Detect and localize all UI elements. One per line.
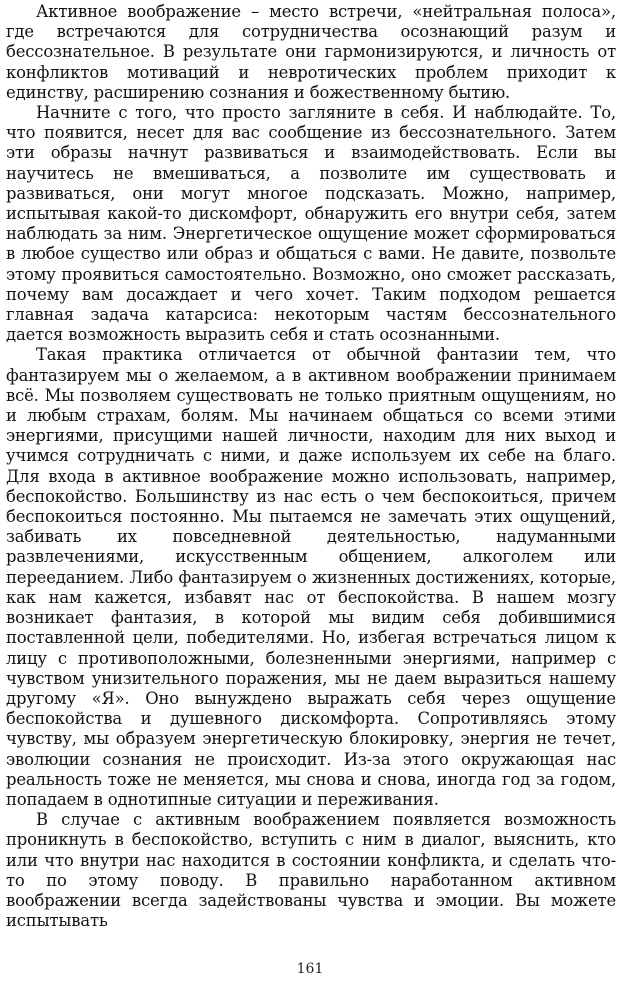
paragraph-3: Такая практика отличается от обычной фантазии тем, что фантазируем мы о желаемом, а в активном воображении принимаем всё. Мы позволяем существовать не только приятным ощущениям, но и любым страхам, болям. Мы начинаем общаться со всеми этими энергиями, присущими нашей личности, находим для них выход и учимся сотрудничать с ними, и даже используем их себе на благо. Для входа в активное воображение можно использовать, например, беспокойство. Большинству из нас есть о чем беспокоиться, причем беспокоиться постоянно. Мы пытаемся не замечать этих ощущений, забивать их повседневной деятельностью, надуманными развлечениями, искусственным общением, алкоголем или перееданием. Либо фантазируем о жизненных достижениях, которые, как нам кажется, избавят нас от беспокойства. В нашем мозгу возникает фантазия, в которой мы видим себя добившимися поставленной цели, победителями. Но, избегая встречаться лицом к лицу с противоположными, болезненными энергиями, например с чувством унизительного поражения, мы не даем выразиться нашему другому «Я». Оно вынуждено выражать себя через ощущение беспокойства и душевного дискомфорта. Сопротивляясь этому чувству, мы образуем энергетическую блокировку, энергия не течет, эволюции сознания не происходит. Из-за этого окружающая нас реальность тоже не меняется, мы снова и снова, иногда год за годом, попадаем в однотипные ситуации и переживания. xyxy=(6,345,616,809)
paragraph-2: Начните с того, что просто загляните в себя. И наблюдайте. То, что появится, несет для вас сообщение из бессознательного. Затем эти образы начнут развиваться и взаимодействовать. Если вы научитесь не вмешиваться, а позволите им существовать и развиваться, они могут многое подсказать. Можно, например, испытывая какой-то дискомфорт, обнаружить его внутри себя, затем наблюдать за ним. Энергетическое ощущение может сформироваться в любое существо или образ и общаться с вами. Не давите, позвольте этому проявиться самостоятельно. Возможно, оно сможет рассказать, почему вам досаждает и чего хочет. Таким подходом решается главная задача катарсиса: некоторым частям бессознательного дается возможность выразить себя и стать осознанными. xyxy=(6,103,616,345)
body-text xyxy=(6,2,616,931)
paragraph-1: Активное воображение – место встречи, «нейтральная полоса», где встречаются для сотрудничества осознающий разум и бессознательное. В результате они гармонизируются, и личность от конфликтов мотиваций и невротических проблем приходит к единству, расширению сознания и божественному бытию. xyxy=(6,2,616,102)
paragraph-4: В случае с активным воображением появляется возможность проникнуть в беспокойство, вступить с ним в диалог, выяснить, кто или что внутри нас находится в состоянии конфликта, и сделать что-то по этому поводу. В правильно наработанном активном воображении всегда задействованы чувства и эмоции. Вы можете испытывать xyxy=(6,810,616,931)
page-number: 161 xyxy=(296,961,324,977)
